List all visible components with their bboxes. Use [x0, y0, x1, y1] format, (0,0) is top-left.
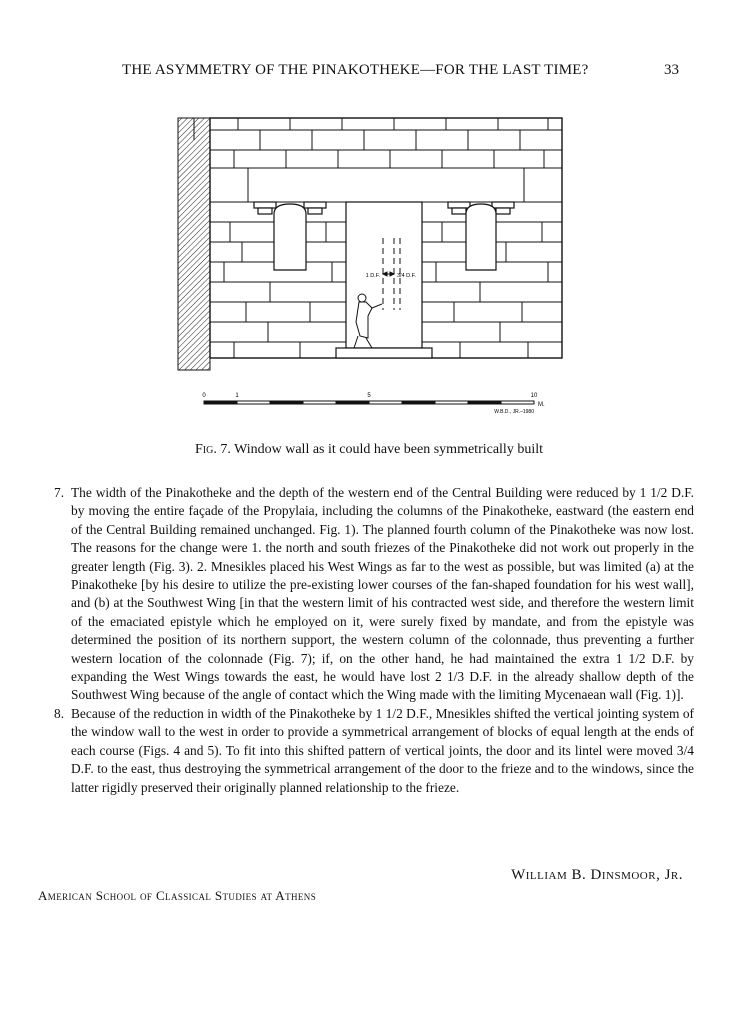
right-window: [448, 202, 514, 270]
footnote-text: The width of the Pinakotheke and the depth of the western end of the Central Building were reduced by 1 1/2 D.F. by moving the entire façade of the Propylaia, including the columns of the Pinakotheke, eastward (the eastern end of the Central Building remained unchanged. Fig. 1). The planned fourth column of the Pinakotheke was now lost. The reasons for the change were 1. the north and south friezes of the Pinakotheke did not work out properly in the greater length (Fig. 3). 2. Mnesikles placed his West Wings as far to the west as possible, but was limited (a) at the Pinakotheke [by his desire to utilize the pre-existing lower courses of the fan-shaped foundation for his west wall], and (b) at the Southwest Wing [in that the western limit of his contracted west side, and therefore the western limit of the emaciated epistyle which he employed on it, were surely fixed by mandate, and from the epistyle was determined the position of its northern support, the western column of the colonnade, thus preventing a further western location of the colonnade (Fig. 7); if, on the other hand, he had maintained the extra 1 1/2 D.F. by expanding the West Wings towards the east, he would have lost 2 1/3 D.F. in the already shallow depth of the Southwest Wing because of the angle of contact which the Wing made with the limiting Mycenaean wall (Fig. 1)].: [71, 485, 694, 703]
label-one-df: 1 D.F.: [365, 273, 380, 279]
figure-caption-text: Window wall as it could have been symmetrically built: [234, 442, 543, 457]
wall-section-hatch: [178, 118, 210, 370]
footnotes: [46, 484, 694, 797]
footnote-number: 8.: [54, 705, 65, 721]
scale-tick-10: 10: [530, 393, 538, 399]
footnote-7: [46, 484, 694, 705]
running-header-title: THE ASYMMETRY OF THE PINAKOTHEKE—FOR THE LAST TIME?: [122, 62, 589, 78]
scale-bar: [204, 401, 534, 404]
author-affiliation: American School of Classical Studies at Athens: [38, 888, 317, 903]
scale-tick-5: 5: [367, 393, 371, 399]
footnote-8: [46, 705, 694, 797]
page-number: 33: [664, 62, 679, 78]
scale-tick-1: 1: [235, 393, 239, 399]
left-window: [254, 202, 326, 270]
author-signature: William B. Dinsmoor, Jr.: [511, 867, 683, 883]
footnote-number: 7.: [54, 485, 65, 500]
label-three-quarter-df: 3/4 D.F.: [397, 273, 416, 279]
drawing-credit: W.B.D., JR.–1980: [494, 409, 534, 415]
scale-tick-0: 0: [202, 393, 206, 399]
window-wall-figure: [150, 110, 590, 430]
door: [336, 202, 432, 358]
figure-caption-label: Fig. 7.: [194, 442, 231, 457]
scale-unit: M.: [538, 402, 545, 408]
figure-caption: [0, 442, 738, 458]
footnote-text: Because of the reduction in width of the Pinakotheke by 1 1/2 D.F., Mnesikles shifted the vertical jointing system of the window wall to the west in order to provide a symmetrical arrangement of blocks of equal length at the ends of each course (Figs. 4 and 5). To fit into this shifted pattern of vertical joints, the door and its lintel were moved 3/4 D.F. to the east, thus destroying the symmetrical arrangement of the door to the frieze and to the windows, since the latter rigidly preserved their originally planned relationship to the frieze.: [71, 705, 694, 795]
